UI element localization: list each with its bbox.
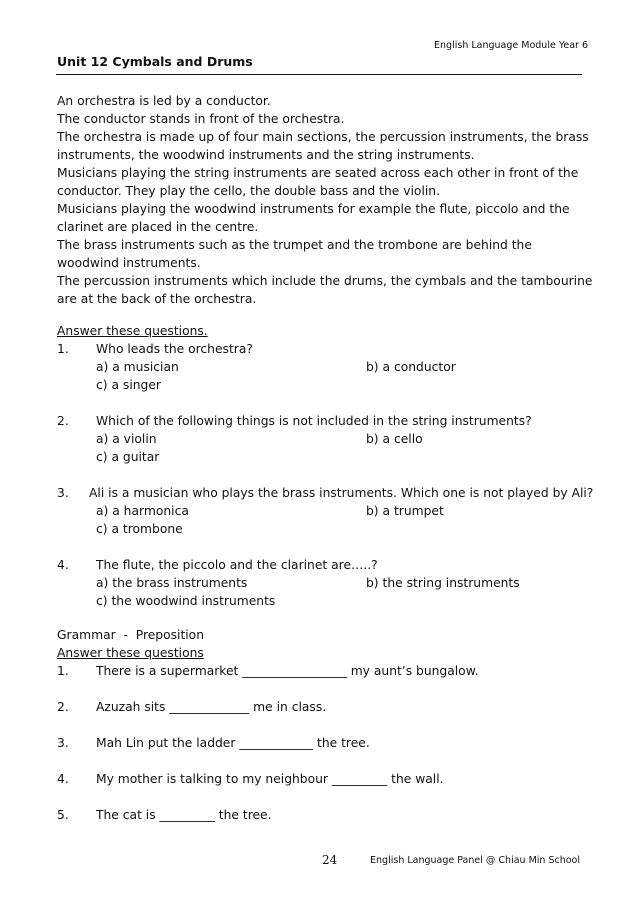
passage-line: The percussion instruments which include the drums, the cymbals and the tambourine xyxy=(57,274,593,288)
grammar-heading: Answer these questions xyxy=(57,646,204,660)
grammar-section xyxy=(57,626,587,824)
option-b: b) a trumpet xyxy=(366,504,444,518)
grammar-sentence: My mother is talking to my neighbour _________ the wall. xyxy=(96,772,444,786)
grammar-number: 1. xyxy=(57,664,69,678)
grammar-number: 3. xyxy=(57,736,69,750)
option-a: a) the brass instruments xyxy=(96,576,248,590)
grammar-number: 2. xyxy=(57,700,69,714)
unit-title: Unit 12 Cymbals and Drums xyxy=(57,54,253,69)
question-number: 4. xyxy=(57,558,69,572)
passage-line: The orchestra is made up of four main sections, the percussion instruments, the brass xyxy=(57,130,589,144)
question-text: Who leads the orchestra? xyxy=(96,342,253,356)
question-text: Ali is a musician who plays the brass instruments. Which one is not played by Ali? xyxy=(89,486,594,500)
reading-passage xyxy=(57,92,593,308)
grammar-number: 4. xyxy=(57,772,69,786)
grammar-number: 5. xyxy=(57,808,69,822)
comprehension-heading: Answer these questions. xyxy=(57,324,208,338)
passage-line: An orchestra is led by a conductor. xyxy=(57,94,271,108)
option-c: c) a singer xyxy=(96,378,161,392)
passage-line: The conductor stands in front of the orchestra. xyxy=(57,112,345,126)
grammar-title: Grammar - Preposition xyxy=(57,628,204,642)
option-c: c) the woodwind instruments xyxy=(96,594,276,608)
passage-line: Musicians playing the woodwind instruments for example the flute, piccolo and the xyxy=(57,202,570,216)
grammar-sentence: The cat is _________ the tree. xyxy=(96,808,272,822)
header-divider xyxy=(56,74,582,75)
question-number: 1. xyxy=(57,342,69,356)
comprehension-section xyxy=(57,322,594,610)
question-number: 3. xyxy=(57,486,69,500)
option-a: a) a violin xyxy=(96,432,157,446)
module-label: English Language Module Year 6 xyxy=(434,40,588,51)
option-c: c) a guitar xyxy=(96,450,160,464)
option-a: a) a musician xyxy=(96,360,179,374)
option-c: c) a trombone xyxy=(96,522,183,536)
question-text: The flute, the piccolo and the clarinet are…..? xyxy=(96,558,378,572)
passage-line: are at the back of the orchestra. xyxy=(57,292,257,306)
passage-line: The brass instruments such as the trumpet and the trombone are behind the xyxy=(57,238,532,252)
passage-line: clarinet are placed in the centre. xyxy=(57,220,259,234)
option-b: b) a cello xyxy=(366,432,423,446)
page-number: 24 xyxy=(322,853,338,867)
option-a: a) a harmonica xyxy=(96,504,189,518)
question-number: 2. xyxy=(57,414,69,428)
panel-label: English Language Panel @ Chiau Min School xyxy=(370,855,580,866)
grammar-sentence: There is a supermarket _________________ my aunt’s bungalow. xyxy=(96,664,479,678)
passage-line: woodwind instruments. xyxy=(57,256,201,270)
passage-line: Musicians playing the string instruments are seated across each other in front of the xyxy=(57,166,579,180)
passage-line: conductor. They play the cello, the double bass and the violin. xyxy=(57,184,440,198)
option-b: b) the string instruments xyxy=(366,576,520,590)
passage-line: instruments, the woodwind instruments and the string instruments. xyxy=(57,148,475,162)
grammar-sentence: Mah Lin put the ladder ____________ the tree. xyxy=(96,736,370,750)
question-text: Which of the following things is not included in the string instruments? xyxy=(96,414,532,428)
option-b: b) a conductor xyxy=(366,360,456,374)
grammar-sentence: Azuzah sits _____________ me in class. xyxy=(96,700,327,714)
